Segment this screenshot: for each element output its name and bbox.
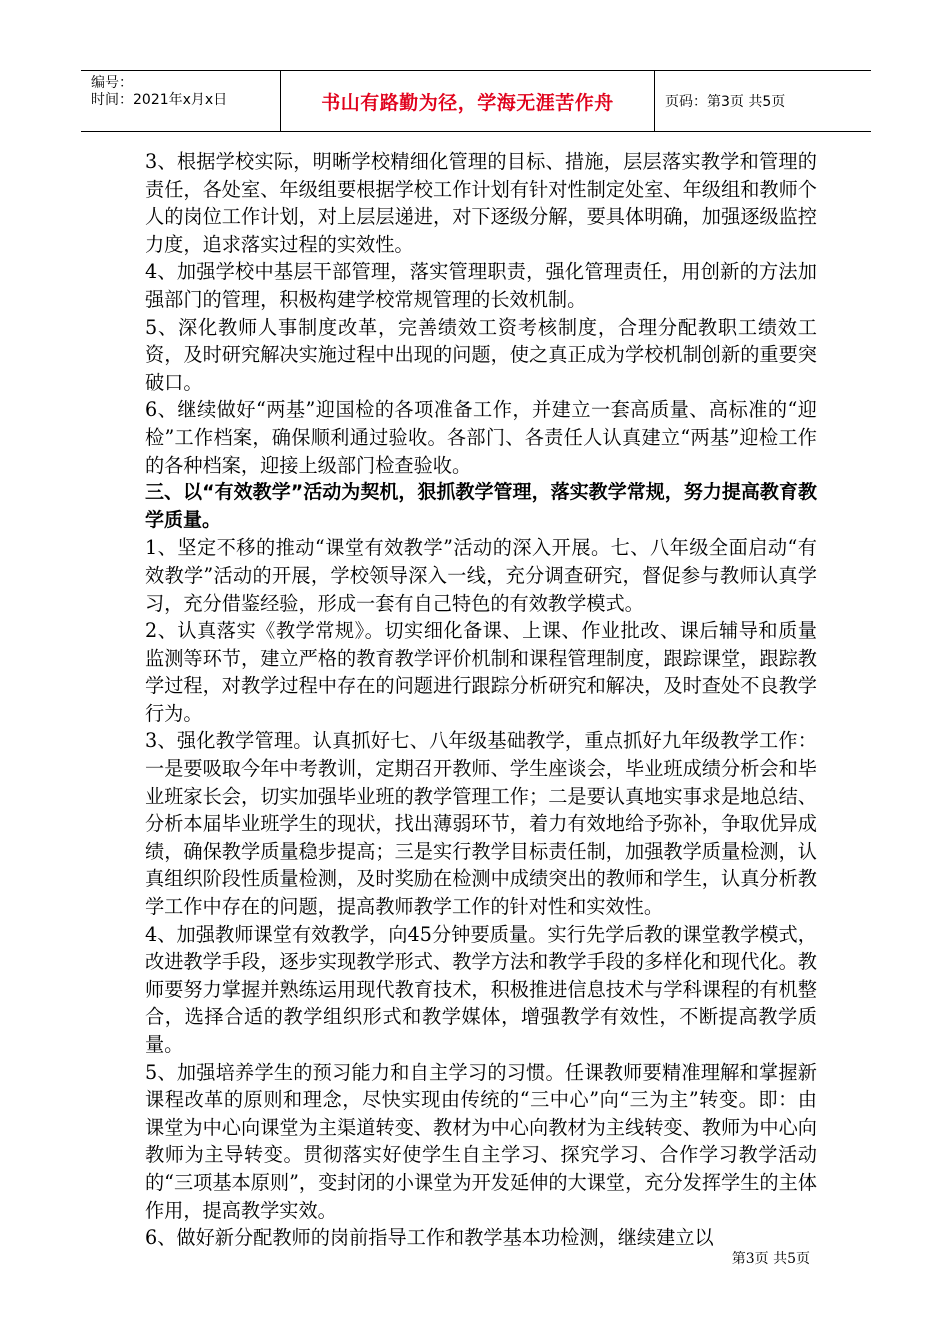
- paragraph: 5、加强培养学生的预习能力和自主学习的习惯。任课教师要精准理解和掌握新课程改革的原则和理念，尽快实现由传统的“三中心”向“三为主”转变。即：由课堂为中心向课堂为主渠道转变、教材为中心向教材为主线转变、教师为中心向教师为主导转变。贯彻落实好使学生自主学习、探究学习、合作学习教学活动的“三项基本原则”，变封闭的小课堂为开发延伸的大课堂，充分发挥学生的主体作用，提高教学实效。: [145, 1060, 817, 1222]
- document-body: [145, 148, 817, 1252]
- paragraph: 4、加强学校中基层干部管理，落实管理职责，强化管理责任，用创新的方法加强部门的管理，积极构建学校常规管理的长效机制。: [145, 260, 817, 311]
- paragraph: 2、认真落实《教学常规》。切实细化备课、上课、作业批改、课后辅导和质量监测等环节，建立严格的教育教学评价机制和课程管理制度，跟踪课堂，跟踪教学过程，对教学过程中存在的问题进行跟踪分析研究和解决，及时查处不良教学行为。: [145, 619, 817, 725]
- header-motto: 书山有路勤为径，学海无涯苦作舟: [281, 71, 655, 131]
- number-label: 编号：: [91, 75, 133, 91]
- paragraph: 3、强化教学管理。认真抓好七、八年级基础教学，重点抓好九年级教学工作：一是要吸取今年中考教训，定期召开教师、学生座谈会，毕业班成绩分析会和毕业班家长会，切实加强毕业班的教学管理工作；二是要认真地实事求是地总结、分析本届毕业班学生的现状，找出薄弱环节，着力有效地给予弥补，争取优异成绩，确保教学质量稳步提高；三是实行教学目标责任制，加强教学质量检测，认真组织阶段性质量检测，及时奖励在检测中成绩突出的教师和学生，认真分析教学工作中存在的问题，提高教师教学工作的针对性和实效性。: [145, 729, 817, 919]
- time-label: 时间：2021年x月x日: [91, 92, 228, 108]
- paragraph: 6、继续做好“两基”迎国检的各项准备工作，并建立一套高质量、高标准的“迎检”工作档案，确保顺利通过验收。各部门、各责任人认真建立“两基”迎检工作的各种档案，迎接上级部门检查验收。: [145, 398, 817, 477]
- page-header: [81, 70, 871, 132]
- page-footer: 第3页 共5页: [731, 1251, 810, 1267]
- paragraph: 6、做好新分配教师的岗前指导工作和教学基本功检测，继续建立以: [145, 1226, 714, 1250]
- header-page-info: 页码：第3页 共5页: [665, 94, 786, 110]
- paragraph: 5、深化教师人事制度改革，完善绩效工资考核制度，合理分配教职工绩效工资，及时研究解决实施过程中出现的问题，使之真正成为学校机制创新的重要突破口。: [145, 315, 817, 394]
- paragraph: 3、根据学校实际，明晰学校精细化管理的目标、措施，层层落实教学和管理的责任，各处室、年级组要根据学校工作计划有针对性制定处室、年级组和教师个人的岗位工作计划，对上层层递进，对下逐级分解，要具体明确，加强逐级监控力度，追求落实过程的实效性。: [145, 150, 817, 256]
- paragraph: 4、加强教师课堂有效教学，向45分钟要质量。实行先学后教的课堂教学模式，改进教学手段，逐步实现教学形式、教学方法和教学手段的多样化和现代化。教师要努力掌握并熟练运用现代教育技术，积极推进信息技术与学科课程的有机整合，选择合适的教学组织形式和教学媒体，增强教学有效性，不断提高教学质量。: [145, 922, 817, 1056]
- section-heading: 三、以“有效教学”活动为契机，狠抓教学管理，落实教学常规，努力提高教育教学质量。: [145, 481, 817, 531]
- header-meta: [81, 71, 281, 131]
- paragraph: 1、坚定不移的推动“课堂有效教学”活动的深入开展。七、八年级全面启动“有效教学”活动的开展，学校领导深入一线，充分调查研究，督促参与教师认真学习，充分借鉴经验，形成一套有自己特色的有效教学模式。: [145, 536, 817, 615]
